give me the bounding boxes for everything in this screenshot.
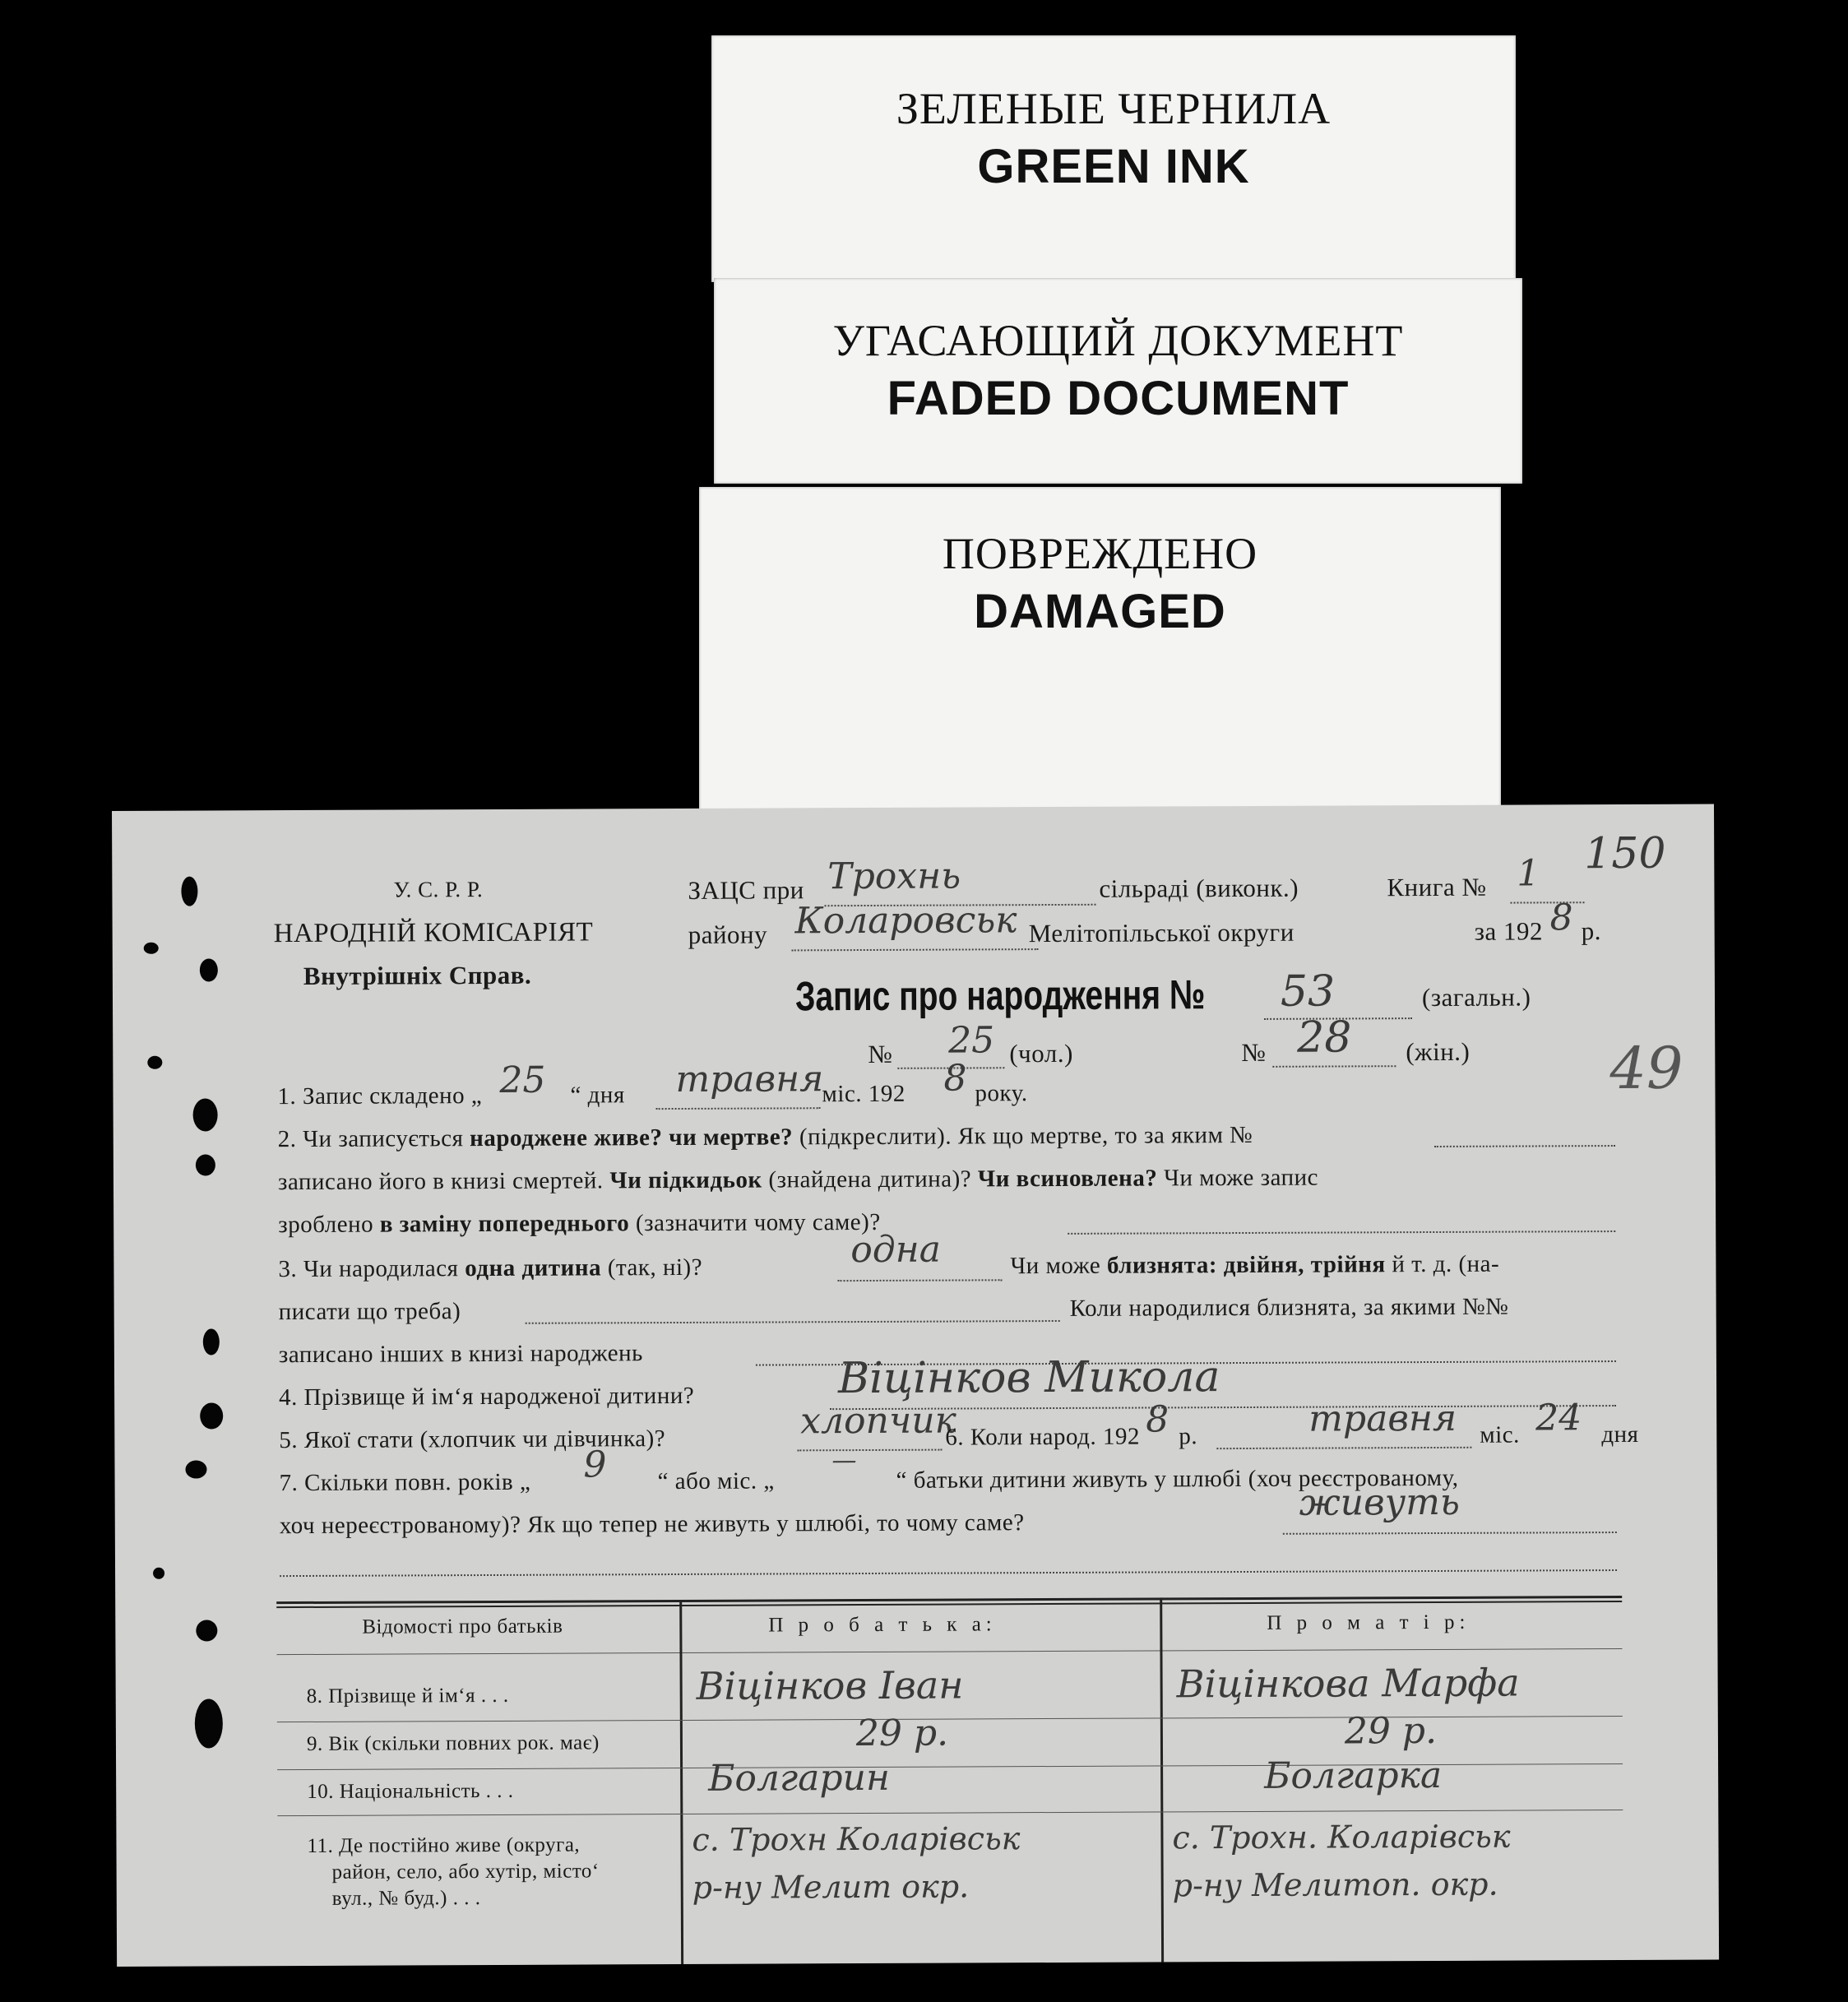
q3-line3: записано інших в книзі народжень [278,1340,643,1369]
q6-label: 6. Коли народ. 192 [945,1423,1140,1451]
year-suffix: р. [1581,916,1601,946]
q6-month-suffix: міс. [1480,1421,1520,1448]
q1-year-suffix: року. [975,1080,1028,1107]
female-number-label: № [1241,1037,1267,1068]
row-residence-label-1: 11. Де постійно живе (округа, [307,1833,581,1857]
q2-line2: записано його в книзі смертей. Чи підкидьок (знайдена дитина)? Чи всиновлена? Чи може запис [277,1164,1319,1196]
q7-months: — [831,1446,857,1476]
table-header-info: Відомості про батьків [362,1615,563,1638]
q1-month: травня [675,1058,824,1101]
q3-answer: одна [850,1228,942,1272]
record-title: Запис про народження № [794,971,1206,1020]
internal-affairs-label: Внутрішніх Справ. [303,960,532,990]
q7-prefix: 7. Скільки повн. років „ [279,1468,531,1497]
punch-hole [147,1056,162,1069]
general-label: (загальн.) [1421,982,1531,1013]
q5-sex-value: хлопчик [800,1399,957,1443]
card-en-text: FADED DOCUMENT [887,372,1350,425]
punch-hole [193,1098,218,1131]
village-council-suffix: сільраді (виконк.) [1099,873,1299,903]
label-card-faded-document [714,278,1522,484]
q1-day: 25 [499,1059,546,1101]
q2-line3: зроблено в заміну попереднього (зазначити чому саме)? [278,1208,881,1239]
row-name-label: 8. Прізвище й ім‘я . . . [306,1684,509,1708]
record-number: 53 [1280,966,1336,1017]
q4-label: 4. Прізвище й ім‘я народженої дитини? [279,1382,695,1411]
corner-number: 150 [1584,828,1666,879]
year-digit: 8 [1549,897,1573,939]
q6-month: травня [1308,1397,1457,1440]
table-column-rule [1160,1597,1164,1962]
row-residence-label-3: вул., № буд.) . . . [331,1887,481,1910]
male-number-label: № [868,1039,893,1068]
row-residence-label-2: район, село, або хутір, місто‘ [331,1860,600,1884]
q7-line1-rest: “ батьки дитини живуть у шлюбі (хоч реєстрованому, [896,1464,1459,1494]
card-ru-text: ЗЕЛЕНЫЕ ЧЕРНИЛА [896,84,1332,133]
ussr-label: У. С. Р. Р. [393,877,484,902]
card-ru-text: ПОВРЕЖДЕНО [942,529,1258,578]
q1-day-suffix: “ дня [570,1082,625,1109]
birth-record-form [112,804,1719,1967]
punch-hole [185,1461,206,1479]
label-card-damaged [699,487,1501,824]
q3-line2-a: писати що треба) [278,1298,461,1326]
q5-label: 5. Якої стати (хлопчик чи дівчинка)? [279,1425,666,1454]
punch-hole [203,1328,220,1355]
mother-age: 29 р. [1344,1709,1438,1753]
village-council-value: Трохнь [827,855,961,898]
q6-year-suffix: р. [1179,1423,1198,1450]
card-en-text: GREEN INK [977,140,1250,193]
okruga-label: Мелітопільської округи [1028,917,1295,948]
q2-line1: 2. Чи записується народжене живе? чи мертве? (підкреслити). Як що мертве, то за яким № [277,1121,1253,1153]
commissariat-label: НАРОДНІЙ КОМІСАРІЯТ [273,917,594,949]
row-nationality-label: 10. Національність . . . [307,1779,514,1803]
father-name: Віцінков Іван [696,1662,964,1708]
raion-label: району [688,920,768,949]
mother-residence-2: р-ну Мелитоп. окр. [1172,1865,1498,1904]
q7-years: 9 [583,1444,607,1486]
father-residence-1: с. Трохн Коларівськ [692,1820,1021,1858]
mother-residence-1: с. Трохн. Коларівськ [1172,1818,1511,1856]
punch-hole [200,958,218,981]
female-suffix: (жін.) [1406,1036,1471,1067]
q7-months-label: “ або міс. „ [657,1467,775,1495]
q7-answer: живуть [1299,1481,1460,1524]
punch-hole [181,877,197,906]
row-age-label: 9. Вік (скільки повних рок. має) [306,1731,600,1755]
q1-year-prefix: міс. 192 [822,1080,905,1108]
zags-label: ЗАЦС при [688,875,804,905]
father-age: 29 р. [855,1712,949,1755]
q6-day-suffix: дня [1601,1420,1639,1448]
book-value: 1 [1517,852,1540,895]
male-suffix: (чол.) [1009,1038,1073,1068]
card-ru-text: УГАСАЮЩИЙ ДОКУМЕНТ [832,316,1404,365]
q4-child-name: Віцінков Микола [837,1352,1220,1404]
q1-year-digit: 8 [943,1057,967,1100]
side-number: 49 [1609,1034,1684,1103]
punch-hole [196,1154,215,1175]
punch-hole [195,1698,223,1748]
father-nationality: Болгарин [708,1756,891,1800]
table-column-rule [679,1600,683,1964]
mother-nationality: Болгарка [1264,1754,1443,1797]
punch-hole [144,943,159,954]
q7-line2: хоч нереєстрованому)? Як що тепер не живуть у шлюбі, то чому саме? [279,1509,1025,1540]
father-residence-2: р-ну Мелит окр. [692,1868,970,1906]
year-label: за 192 [1474,916,1543,946]
book-label: Книга № [1387,872,1487,902]
q6-year-digit: 8 [1146,1398,1169,1441]
female-number-value: 28 [1297,1013,1352,1063]
q3-line1-a: 3. Чи народилася одна дитина (так, ні)? [278,1254,703,1283]
male-number-value: 25 [948,1019,995,1062]
punch-hole [200,1402,223,1429]
punch-hole [153,1568,164,1579]
card-en-text: DAMAGED [974,585,1226,638]
q3-line1-b: Чи може близнята: двійня, трійня й т. д. (на- [1010,1250,1500,1280]
q1-prefix: 1. Запис складено „ [277,1082,483,1110]
q6-day: 24 [1535,1397,1582,1439]
mother-name: Віцінкова Марфа [1176,1660,1520,1707]
label-card-green-ink [711,35,1516,282]
table-header-father: П р о б а т ь к а: [768,1613,997,1637]
raion-value: Коларовськ [794,899,1017,943]
table-header-mother: П р о м а т і р: [1267,1610,1471,1634]
q3-line2-b: Коли народилися близнята, за якими №№ [1069,1293,1509,1322]
punch-hole [196,1620,217,1641]
